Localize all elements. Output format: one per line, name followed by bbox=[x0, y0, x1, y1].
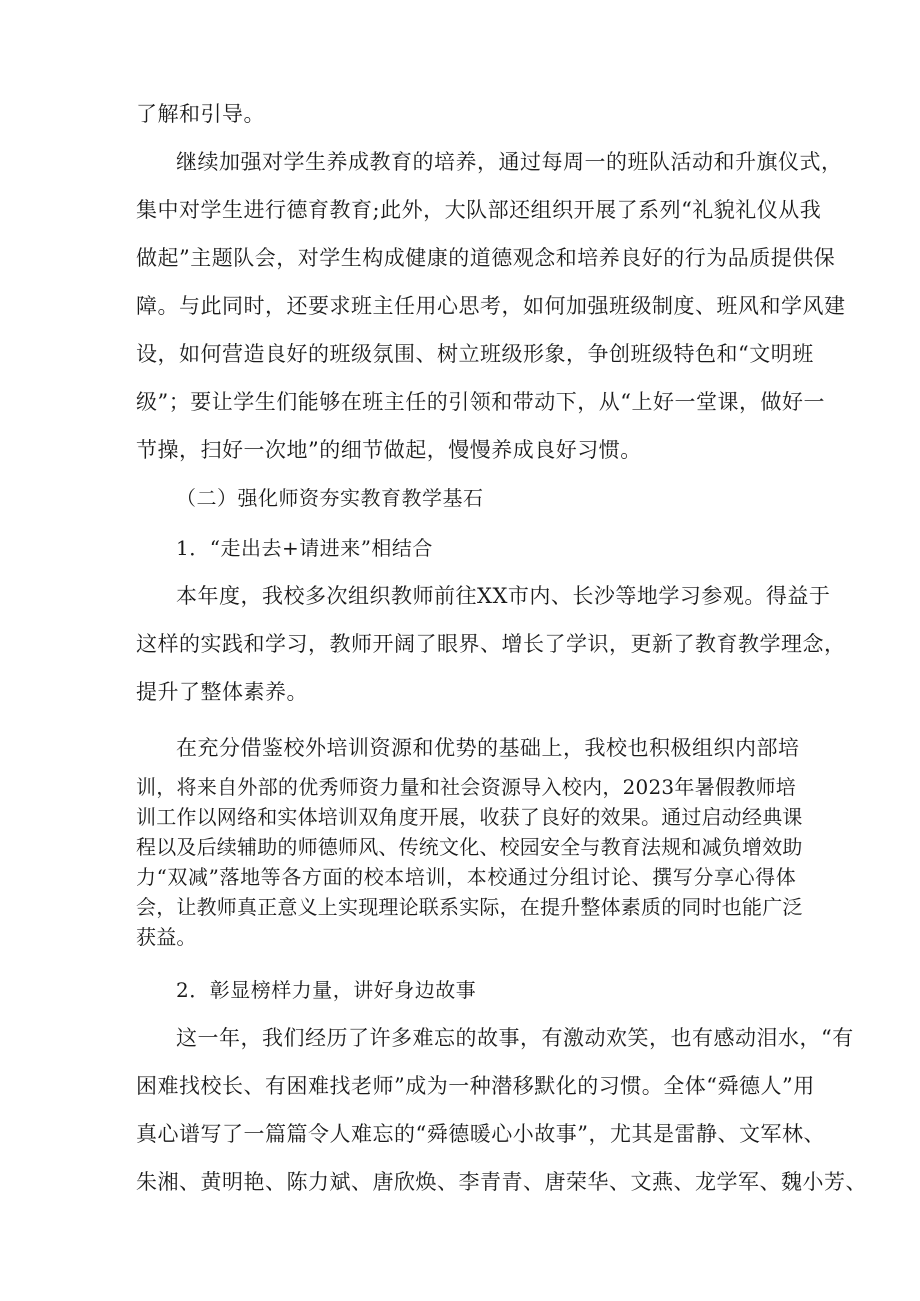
paragraph-line: 训工作以网络和实体培训双角度开展，收获了良好的效果。通过启动经典课 bbox=[136, 805, 803, 829]
subsection-heading: 2．彰显榜样力量，讲好身边故事 bbox=[176, 978, 477, 1002]
paragraph-line: 节操，扫好一次地”的细节做起，慢慢养成良好习惯。 bbox=[136, 438, 642, 462]
paragraph-line: 集中对学生进行德育教育;此外，大队部还组织开展了系列“礼貌礼仪从我 bbox=[136, 198, 822, 222]
paragraph-line: 这样的实践和学习，教师开阔了眼界、增长了学识，更新了教育教学理念， bbox=[136, 632, 846, 656]
paragraph-line: 做起”主题队会，对学生构成健康的道德观念和培养良好的行为品质提供保 bbox=[136, 246, 836, 270]
paragraph-line: 朱湘、黄明艳、陈力斌、唐欣焕、李青青、唐荣华、文燕、龙学军、魏小芳、 bbox=[136, 1170, 867, 1194]
subsection-heading: 1．“走出去+请进来”相结合 bbox=[176, 536, 433, 560]
paragraph-line: 获益。 bbox=[136, 925, 197, 949]
paragraph-line: 本年度，我校多次组织教师前往XX市内、长沙等地学习参观。得益于 bbox=[176, 584, 831, 608]
paragraph-line: 真心谱写了一篇篇令人难忘的“舜德暖心小故事”，尤其是雷静、文军林、 bbox=[136, 1122, 825, 1146]
paragraph-line: 提升了整体素养。 bbox=[136, 680, 308, 704]
paragraph-line: 力“双减”落地等各方面的校本培训，本校通过分组讨论、撰写分享心得体 bbox=[136, 865, 796, 889]
section-heading: （二）强化师资夯实教育教学基石 bbox=[176, 486, 484, 510]
paragraph-line: 了解和引导。 bbox=[136, 102, 265, 126]
paragraph-line: 这一年，我们经历了许多难忘的故事，有激动欢笑，也有感动泪水，“有 bbox=[176, 1026, 854, 1050]
paragraph-line: 设，如何营造良好的班级氛围、树立班级形象，争创班级特色和“文明班 bbox=[136, 342, 814, 366]
paragraph-line: 在充分借鉴校外培训资源和优势的基础上，我校也积极组织内部培 bbox=[176, 736, 800, 760]
paragraph-line: 继续加强对学生养成教育的培养，通过每周一的班队活动和升旗仪式， bbox=[176, 150, 843, 174]
paragraph-line: 训，将来自外部的优秀师资力量和社会资源导入校内，2023年暑假教师培 bbox=[136, 775, 796, 799]
paragraph-line: 困难找校长、有困难找老师”成为一种潜移默化的习惯。全体“舜德人”用 bbox=[136, 1074, 815, 1098]
paragraph-line: 级”；要让学生们能够在班主任的引领和带动下，从“上好一堂课，做好一 bbox=[136, 390, 825, 414]
paragraph-line: 障。与此同时，还要求班主任用心思考，如何加强班级制度、班风和学风建 bbox=[136, 294, 846, 318]
paragraph-line: 会，让教师真正意义上实现理论联系实际，在提升整体素质的同时也能广泛 bbox=[136, 895, 803, 919]
paragraph-line: 程以及后续辅助的师德师风、传统文化、校园安全与教育法规和减负增效助 bbox=[136, 835, 803, 859]
